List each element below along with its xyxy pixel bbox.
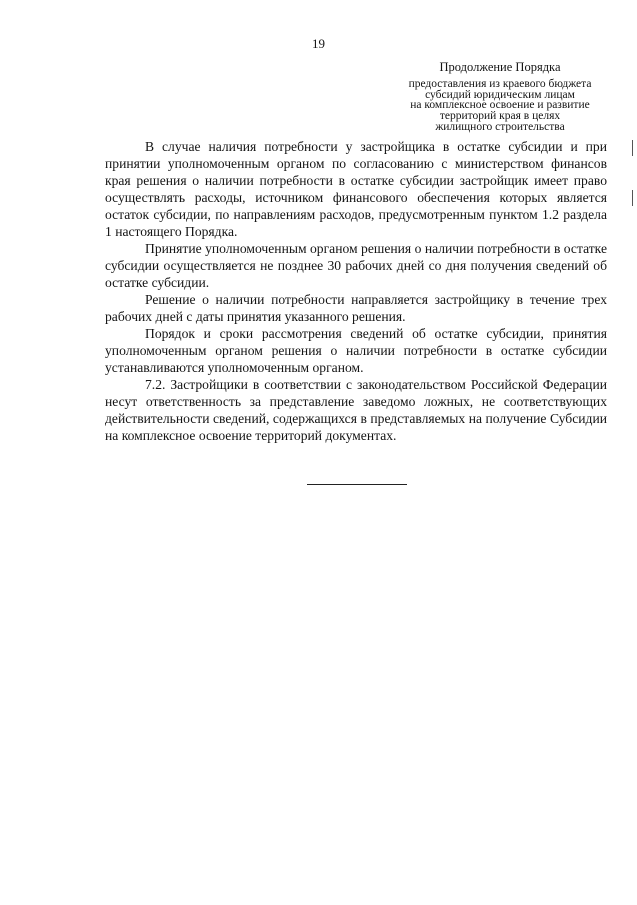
paragraph-review-procedure: Порядок и сроки рассмотрения сведений об остатке субсидии, принятия уполномоченным органом решения о наличии потребности в остатке субсидии устанавливаются уполномоченным органом. [105, 326, 607, 375]
paragraph-residual-subsidy-expenses: В случае наличия потребности у застройщика в остатке субсидии и при принятии уполномоченным органом по согласованию с министерством финансов края решения о наличии потребности в остатке субсидии застройщик имеет право осуществлять расходы, источником финансового обеспечения которых является остаток субсидии, по направлениям расходов, предусмотренным пунктом 1.2 раздела 1 настоящего Порядка. [105, 139, 607, 239]
document-header [380, 62, 620, 133]
header-line: жилищного строительства [435, 120, 565, 133]
header-line: субсидий юридическим лицам [425, 88, 575, 101]
scan-margin-mark [632, 190, 633, 206]
page-number: 19 [312, 36, 325, 51]
paragraph-decision-deadline: Принятие уполномоченным органом решения о наличии потребности в остатке субсидии осуществляется не позднее 30 рабочих дней со дня получения сведений об остатке субсидии. [105, 241, 607, 290]
end-divider-line [307, 484, 407, 485]
paragraph-responsibility-7-2: 7.2. Застройщики в соответствии с законодательством Российской Федерации несут ответственность за представление заведомо ложных, не соответствующих действительности сведений, содержащихся в представляемых на получение Субсидии на комплексное освоение территорий документах. [105, 377, 607, 443]
header-line: на комплексное освоение и развитие [410, 99, 590, 112]
scan-margin-mark [632, 140, 633, 156]
paragraph-decision-notification: Решение о наличии потребности направляется застройщику в течение трех рабочих дней с даты принятия указанного решения. [105, 292, 607, 324]
header-line-title: Продолжение Порядка [439, 60, 561, 74]
header-line: предоставления из краевого бюджета [408, 77, 592, 90]
document-body [105, 138, 607, 444]
header-line: территорий края в целях [439, 110, 561, 123]
